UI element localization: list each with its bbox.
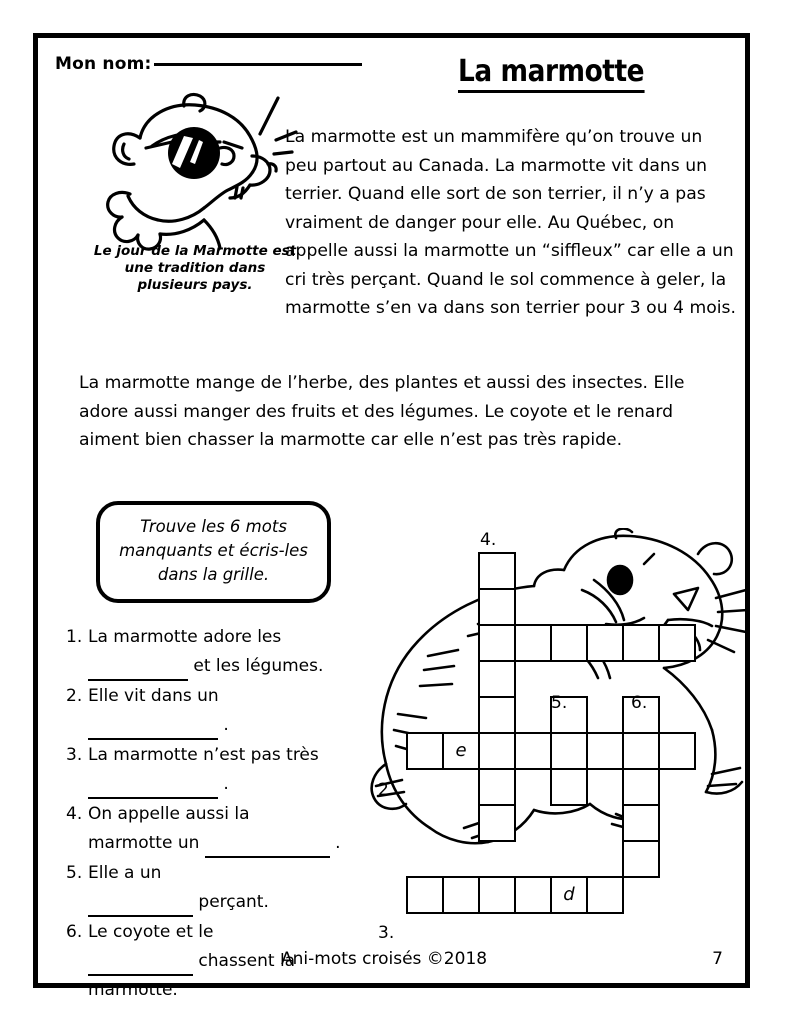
- crossword-grid[interactable]: [368, 508, 748, 978]
- intro-paragraph: La marmotte est un mammifère qu’on trouve un peu partout au Canada. La marmotte vit dans un terrier. Quand elle sort de son terrier, il n’y a pas vraiment de danger pour elle. Au Québec, on appelle aussi la marmotte un “siffleux” car elle a un cri très perçant. Quand le sol commence à geler, la marmotte s’en va dans son terrier pour 3 ou 4 mois.: [285, 127, 736, 318]
- clue-text: [88, 741, 366, 799]
- crossword-cell[interactable]: [478, 552, 516, 590]
- crossword-cell[interactable]: [622, 768, 660, 806]
- clue-text-part: perçant.: [193, 892, 269, 912]
- clue-item: [66, 859, 366, 917]
- clue-text-part: On appelle aussi la: [88, 804, 250, 824]
- clue-text-part: Le coyote et le: [88, 922, 214, 942]
- crossword-cell[interactable]: [586, 624, 624, 662]
- clue-text-part: chassent la marmotte.: [88, 951, 296, 1000]
- crossword-clue-number: 4.: [480, 530, 497, 550]
- clue-item: [66, 800, 366, 858]
- crossword-cell[interactable]: [622, 732, 660, 770]
- crossword-cell[interactable]: [514, 624, 552, 662]
- crossword-cell[interactable]: [550, 732, 588, 770]
- crossword-cell[interactable]: [478, 660, 516, 698]
- answer-blank[interactable]: [88, 720, 218, 740]
- crossword-cell[interactable]: d: [550, 876, 588, 914]
- clue-number: 4.: [66, 804, 83, 824]
- clue-item: [66, 623, 366, 681]
- name-row: [55, 54, 362, 74]
- crossword-cell[interactable]: [586, 732, 624, 770]
- crossword-cell[interactable]: [586, 876, 624, 914]
- crossword-cell[interactable]: [550, 624, 588, 662]
- clue-item: [66, 741, 366, 799]
- crossword-cell[interactable]: [622, 624, 660, 662]
- crossword-clue-number: 3.: [378, 923, 395, 943]
- crossword-clue-number: 2.: [378, 780, 395, 800]
- worksheet-page: [33, 33, 750, 1000]
- marmotte-sunglasses-icon: [100, 90, 300, 255]
- crossword-cell[interactable]: [622, 804, 660, 842]
- name-label: Mon nom:: [55, 54, 152, 74]
- clue-text: [88, 800, 366, 858]
- clue-number: 6.: [66, 922, 83, 942]
- clue-number: 1.: [66, 627, 83, 647]
- crossword-cell[interactable]: [406, 876, 444, 914]
- crossword-cell[interactable]: [478, 804, 516, 842]
- crossword-clue-number: 6.: [631, 693, 648, 713]
- footer-credit: Ani-mots croisés ©2018: [281, 949, 488, 969]
- crossword-cell[interactable]: [514, 876, 552, 914]
- clue-text-part: et les légumes.: [188, 656, 324, 676]
- instruction-line-3: dans la grille.: [157, 565, 270, 584]
- instruction-bubble: [96, 501, 331, 603]
- crossword-cell[interactable]: [478, 624, 516, 662]
- clue-text-part: Elle vit dans un: [88, 686, 219, 706]
- clue-text-part: .: [218, 774, 229, 794]
- clue-text-part: La marmotte n’est pas très: [88, 745, 319, 765]
- crossword-cell[interactable]: [478, 696, 516, 734]
- page-footer: [38, 949, 745, 975]
- clue-text-part: .: [329, 833, 341, 853]
- page-title-text: La marmotte: [458, 54, 644, 93]
- illustration-caption: Le jour de la Marmotte est une tradition dans plusieurs pays.: [93, 243, 297, 293]
- crossword-area: [368, 508, 748, 978]
- answer-blank[interactable]: [88, 661, 188, 681]
- crossword-cell[interactable]: [514, 732, 552, 770]
- clue-text-part: Elle a un: [88, 863, 162, 883]
- instruction-line-1: Trouve les 6 mots: [140, 517, 287, 536]
- clue-text: [88, 859, 366, 917]
- answer-blank[interactable]: [88, 779, 218, 799]
- clue-text-part: La marmotte adore les: [88, 627, 282, 647]
- answer-blank[interactable]: [205, 838, 330, 858]
- diet-paragraph: La marmotte mange de l’herbe, des plantes et aussi des insectes. Elle adore aussi manger des fruits et des légumes. Le coyote et le renard aiment bien chasser la marmotte car elle n’est pas très rapide.: [79, 373, 685, 450]
- crossword-cell[interactable]: e: [442, 732, 480, 770]
- clue-text-part: marmotte un: [88, 833, 205, 853]
- clue-text-part: .: [218, 715, 229, 735]
- crossword-cell[interactable]: [550, 768, 588, 806]
- clue-text: [88, 623, 366, 681]
- crossword-cell[interactable]: [622, 840, 660, 878]
- page-title: [458, 54, 758, 93]
- name-write-line[interactable]: [154, 62, 362, 66]
- clue-number: 3.: [66, 745, 83, 765]
- crossword-cell[interactable]: [442, 876, 480, 914]
- crossword-cell[interactable]: [478, 732, 516, 770]
- clue-text: [88, 682, 366, 740]
- answer-blank[interactable]: [88, 897, 193, 917]
- crossword-cell[interactable]: [406, 732, 444, 770]
- crossword-cell[interactable]: [658, 732, 696, 770]
- page-number: 7: [712, 949, 723, 969]
- crossword-cell[interactable]: [658, 624, 696, 662]
- clue-number: 2.: [66, 686, 83, 706]
- crossword-cell[interactable]: [478, 588, 516, 626]
- clue-number: 5.: [66, 863, 83, 883]
- crossword-cell[interactable]: [478, 768, 516, 806]
- crossword-clue-number: 5.: [551, 693, 568, 713]
- clue-item: [66, 682, 366, 740]
- instruction-line-2: manquants et écris-les: [119, 541, 308, 560]
- crossword-cell[interactable]: [478, 876, 516, 914]
